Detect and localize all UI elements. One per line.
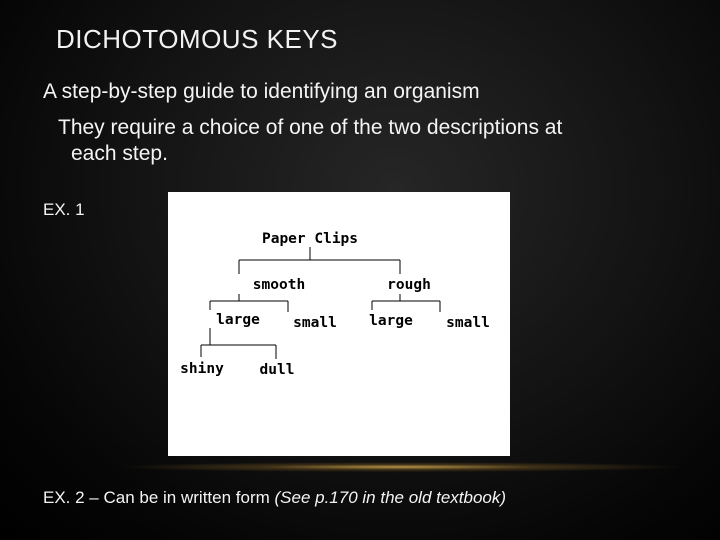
description-line-1: They require a choice of one of the two descriptions at <box>58 116 563 139</box>
description-line-2: each step. <box>71 142 168 165</box>
description-text <box>58 115 698 167</box>
node-rough: rough <box>387 277 431 293</box>
subtitle-text: A step-by-step guide to identifying an organism <box>43 80 480 103</box>
node-dull: dull <box>259 362 295 378</box>
example-2-text <box>43 488 506 508</box>
node-small-2: small <box>446 315 490 331</box>
example-2-label: EX. 2 – Can be in written form <box>43 488 275 507</box>
node-large-1: large <box>216 312 260 328</box>
dichotomous-key-diagram <box>168 192 510 456</box>
node-large-2: large <box>369 313 413 329</box>
node-shiny: shiny <box>180 361 224 377</box>
key-tree <box>168 192 510 456</box>
divider-glow <box>120 462 680 472</box>
example-1-label: EX. 1 <box>43 200 85 219</box>
node-small-1: small <box>293 315 337 331</box>
node-smooth: smooth <box>252 277 306 293</box>
slide-title: DICHOTOMOUS KEYS <box>56 24 339 54</box>
node-root: Paper Clips <box>261 231 359 247</box>
textbook-reference: (See p.170 in the old textbook) <box>274 488 507 507</box>
